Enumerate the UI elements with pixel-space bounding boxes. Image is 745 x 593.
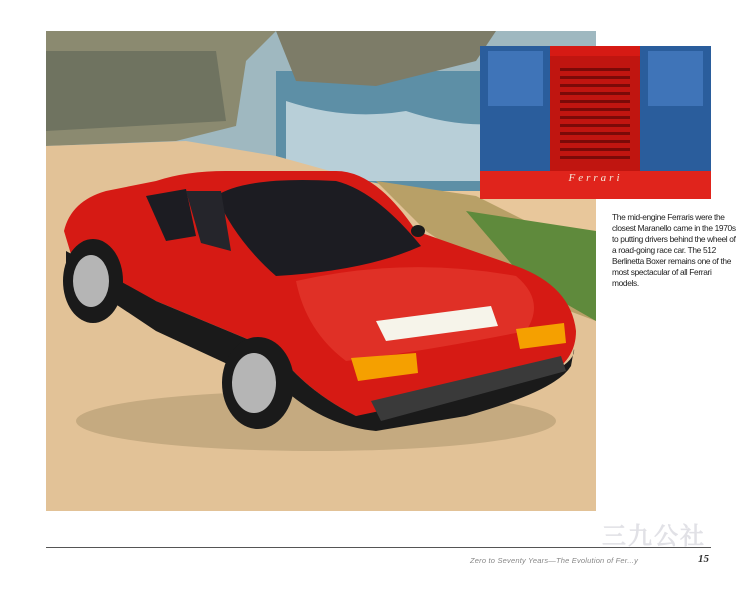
page-number: 15 [698, 553, 709, 565]
photo-caption: The mid-engine Ferraris were the closest Maranello came in the 1970s to putting drivers behind the wheel of a road-going race car. The 512 Berlinetta Boxer remains one of the most spectacular of all Ferrari models. [612, 212, 736, 288]
engine-cover-inset-photo [480, 46, 711, 199]
ferrari-badge-text: Ferrari [568, 172, 623, 184]
running-title: Zero to Seventy Years—The Evolution of Fer...y [470, 556, 639, 565]
watermark: 三九公社 [602, 523, 706, 550]
